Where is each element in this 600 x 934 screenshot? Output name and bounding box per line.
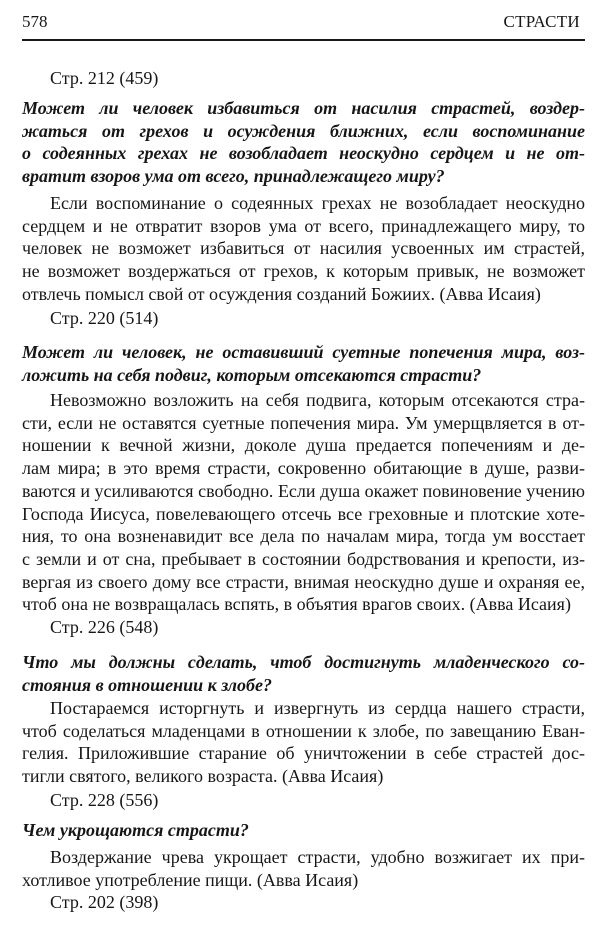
question-line: о содеянных грехах не возобладает неоскудно сердцем и не от-	[22, 143, 585, 164]
page-reference: Стр. 228 (556)	[50, 790, 159, 810]
answer-paragraph	[22, 846, 585, 891]
answer-line: Невозможно возложить на себя подвига, которым отсекаются стра-	[50, 390, 585, 410]
answer-line: вергая из своего дому все страсти, внимая неоскудно душе и охраняя ее,	[22, 571, 585, 592]
answer-line: лам мира; в это время страсти, сокровенно обитающие в душе, разви-	[22, 458, 585, 479]
page-reference: Стр. 202 (398)	[50, 892, 159, 912]
question-line: жаться от грехов и осуждения ближних, если воспоминание	[22, 120, 585, 141]
answer-line: человек не возможет избавиться от насилия усвоенных им страстей,	[22, 238, 585, 259]
answer-line: чтоб соделаться младенцами в отношении к злобе, по завещанию Еван-	[22, 720, 585, 741]
page-number: 578	[22, 12, 48, 31]
answer-line: хотливое употребление пищи. (Авва Исаия)	[22, 869, 359, 890]
question-line: стояния в отношении к злобе?	[22, 674, 273, 695]
running-title: СТРАСТИ	[503, 12, 580, 31]
answer-line: отвлечь помысл свой от осуждения созданий Божиих. (Авва Исаия)	[22, 283, 541, 304]
answer-line: с земли и от сна, пребывает в состоянии бодрствования и крепости, из-	[22, 548, 585, 569]
answer-line: Воздержание чрева укрощает страсти, удобно возжигает их при-	[50, 847, 585, 867]
question-line: ложить на себя подвиг, которым отсекаются страсти?	[22, 364, 482, 385]
question	[22, 819, 585, 842]
answer-line: сти, если не оставятся суетные попечения мира. Ум умерщвляется в от-	[22, 412, 585, 433]
answer-paragraph	[22, 697, 585, 788]
page-reference: Стр. 226 (548)	[50, 617, 159, 637]
question-line: Чем укрощаются страсти?	[22, 820, 249, 840]
question-line: Может ли человек, не оставивший суетные попечения мира, воз-	[22, 342, 585, 362]
answer-paragraph	[22, 192, 585, 306]
answer-line: Постараемся исторгнуть и извергнуть из сердца нашего страсти,	[50, 698, 585, 718]
answer-line: гелия. Приложившие старание об уничтожении в себе страстей дос-	[22, 743, 585, 764]
header-rule	[22, 39, 585, 41]
question	[22, 341, 585, 386]
answer-line: ния, то она возненавидит все дела по началам мира, тогда ум восстает	[22, 526, 585, 547]
answer-line: не возможет воздержаться от грехов, к которым привык, не возможет	[22, 261, 585, 282]
answer-line: Господа Иисуса, повелевающего отсечь все греховные и плотские хоте-	[22, 503, 585, 524]
question-line: Может ли человек избавиться от насилия страстей, воздер-	[22, 98, 585, 118]
answer-line: сердцем и не отвратит взоров ума от всего, принадлежащего миру, то	[22, 215, 585, 236]
question	[22, 651, 585, 696]
question	[22, 97, 585, 188]
answer-line: чтоб она не возвращалась вспять, в объятия врагов своих. (Авва Исаия)	[22, 594, 571, 615]
answer-paragraph	[22, 389, 585, 616]
answer-line: ношении к вечной жизни, доколе душа предается попечениям и де-	[22, 435, 585, 456]
answer-line: тигли святого, великого возраста. (Авва Исаия)	[22, 766, 384, 787]
question-line: вратит взоров ума от всего, принадлежащего миру?	[22, 166, 445, 187]
answer-line: ваются и усиливаются свободно. Если душа окажет повиновение учению	[22, 480, 585, 501]
page-reference: Стр. 212 (459)	[50, 68, 159, 88]
question-line: Что мы должны сделать, чтоб достигнуть младенческого со-	[22, 652, 585, 672]
page-reference: Стр. 220 (514)	[50, 308, 159, 328]
answer-line: Если воспоминание о содеянных грехах не возобладает неоскудно	[50, 193, 585, 213]
